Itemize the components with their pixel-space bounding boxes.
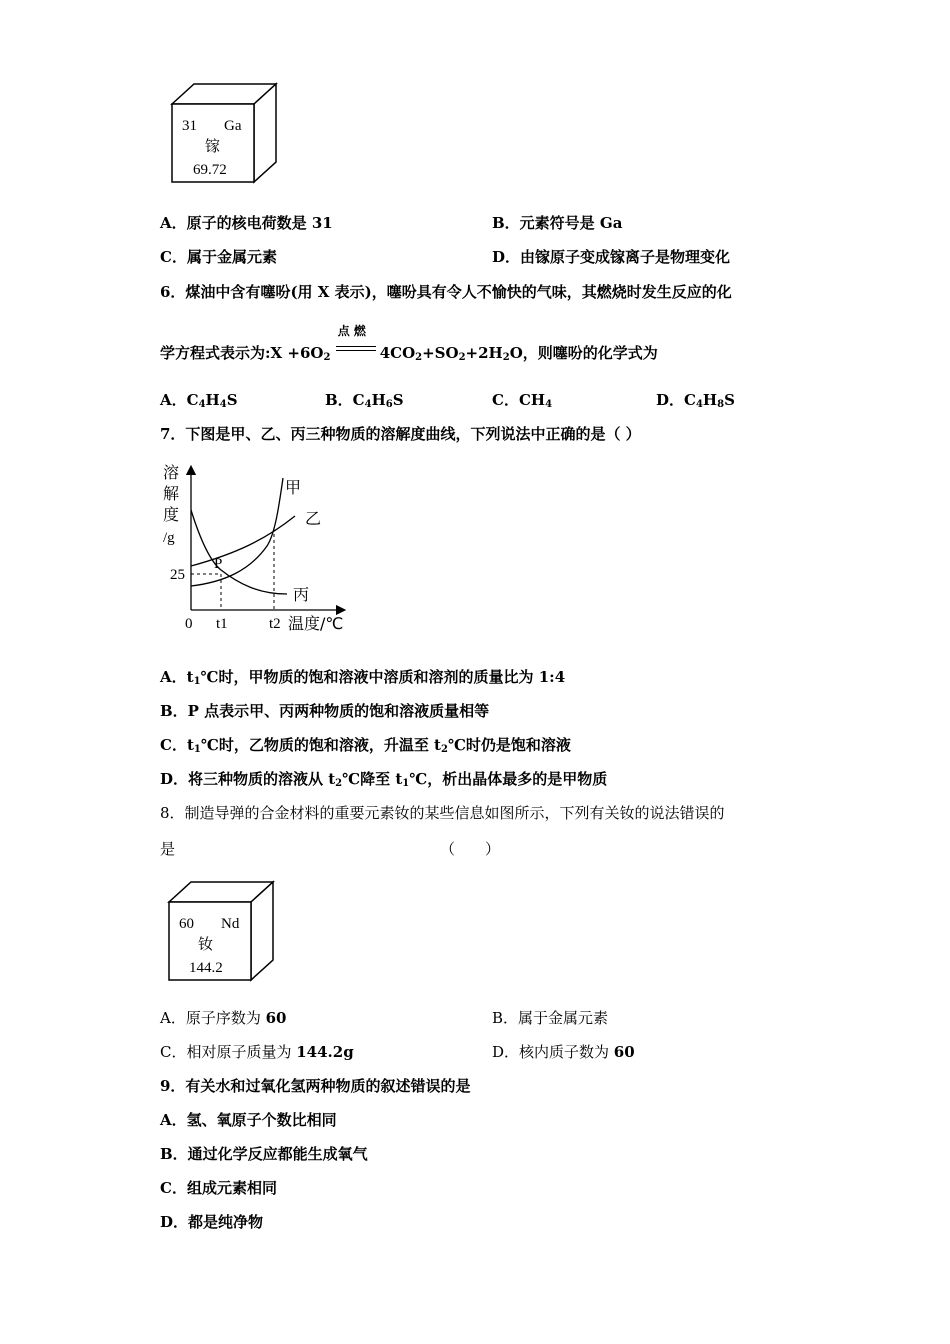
q8-answer-paren: （ ）: [440, 840, 501, 858]
q9-stem: 9．有关水和过氧化氢两种物质的叙述错误的是: [160, 1077, 471, 1095]
q6-stem-line1: 6．煤油中含有噻吩(用 X 表示)，噻吩具有令人不愉快的气味，其燃烧时发生反应的化: [160, 283, 732, 301]
q5-option-b[interactable]: B．元素符号是 Ga: [492, 214, 623, 232]
q6-b-s: S: [392, 391, 404, 409]
h2o-subscript: 2: [502, 352, 510, 363]
q7-a-sub: 1: [193, 676, 201, 687]
q8-stem-line1: 8．制造导弹的合金材料的重要元素钕的某些信息如图所示，下列有关钕的说法错误的: [160, 804, 725, 822]
curve-yi: [191, 516, 295, 566]
q5-option-d[interactable]: D．由镓原子变成镓离子是物理变化: [492, 248, 731, 266]
q7-a-pre: A．t: [160, 668, 194, 686]
ga-name: 镓: [205, 137, 221, 155]
q8-d-text: D．核内质子数为: [492, 1043, 614, 1061]
xtick-t2: t2: [269, 616, 281, 632]
q6-option-d[interactable]: [656, 389, 735, 410]
q6-a-label: A．C: [160, 391, 199, 409]
q6-stem-tail: O，则噻吩的化学式为: [509, 344, 658, 362]
solubility-chart: [155, 458, 355, 638]
q6-d-sub1: 4: [695, 399, 703, 410]
q6-c-sub1: 4: [545, 399, 553, 410]
q7-a-post: ℃时，甲物质的饱和溶液中溶质和溶剂的质量比为 1:4: [200, 668, 566, 686]
q9-option-b[interactable]: B．通过化学反应都能生成氧气: [160, 1145, 368, 1163]
legend-yi: 乙: [305, 509, 322, 528]
curve-bing: [191, 510, 287, 594]
co2-subscript: 2: [415, 352, 423, 363]
so2-text: +SO: [422, 344, 459, 362]
q7-d-post: ℃，析出晶体最多的是甲物质: [409, 770, 608, 788]
q9-option-c[interactable]: C．组成元素相同: [160, 1179, 277, 1197]
q6-d-sub2: 8: [717, 399, 725, 410]
h2o-text: +2H: [465, 344, 503, 362]
ylabel-char-4: /g: [163, 530, 175, 546]
co2-text: 4CO: [379, 344, 416, 362]
q7-option-d[interactable]: [160, 768, 607, 789]
q6-d-label: D．C: [656, 391, 696, 409]
q7-c-pre: C．t: [160, 736, 194, 754]
q8-c-value: 144.2g: [296, 1043, 354, 1061]
q9-option-a[interactable]: A．氢、氧原子个数比相同: [160, 1111, 337, 1129]
neodymium-element-box: [165, 878, 277, 988]
q7-option-b[interactable]: B．P 点表示甲、丙两种物质的饱和溶液质量相等: [160, 702, 490, 720]
ga-symbol: Ga: [224, 118, 242, 134]
q9-option-d[interactable]: D．都是纯净物: [160, 1213, 264, 1231]
ylabel-char-1: 溶: [163, 463, 180, 482]
point-p-label: P: [214, 556, 223, 572]
xtick-0: 0: [185, 616, 193, 632]
q6-d-h: H: [702, 391, 718, 409]
ylabel-char-3: 度: [163, 505, 180, 524]
q6-option-b[interactable]: [325, 389, 404, 410]
nd-atomic-number: 60: [179, 916, 194, 932]
legend-jia: 甲: [285, 478, 302, 497]
q7-c-sub2: 2: [440, 744, 448, 755]
q5-option-c[interactable]: C．属于金属元素: [160, 248, 277, 266]
q7-d-pre: D．将三种物质的溶液从 t: [160, 770, 336, 788]
legend-bing: 丙: [293, 585, 310, 604]
q6-b-h: H: [371, 391, 386, 409]
q7-d-mid: ℃降至 t: [342, 770, 403, 788]
o2-subscript: 2: [323, 352, 331, 363]
q7-d-sub: 2: [335, 778, 343, 789]
q8-a-value: 60: [265, 1009, 287, 1027]
ga-atomic-number: 31: [182, 118, 197, 134]
q7-option-a[interactable]: [160, 666, 565, 687]
nd-atomic-mass: 144.2: [189, 960, 223, 976]
q6-option-c[interactable]: [492, 389, 552, 410]
ylabel-char-2: 解: [163, 484, 180, 503]
reaction-condition: [336, 324, 380, 358]
q7-c-post: ℃时仍是饱和溶液: [447, 736, 571, 754]
xlabel: 温度/℃: [288, 614, 344, 633]
q8-c-text: C．相对原子质量为: [160, 1043, 297, 1061]
nd-name: 钕: [198, 935, 214, 953]
curve-jia: [191, 478, 283, 586]
gallium-element-box: [168, 80, 280, 190]
q7-stem: 7．下图是甲、乙、丙三种物质的溶解度曲线，下列说法中正确的是（ ）: [160, 425, 641, 443]
q8-option-c[interactable]: [160, 1041, 354, 1062]
q7-option-c[interactable]: [160, 734, 571, 755]
q8-d-value: 60: [613, 1043, 635, 1061]
q8-a-text: A．原子序数为: [160, 1009, 266, 1027]
q7-c-sub: 1: [193, 744, 201, 755]
q6-a-s: S: [226, 391, 238, 409]
q8-stem-line2: 是: [160, 840, 176, 858]
q7-c-mid: ℃时，乙物质的饱和溶液，升温至 t: [200, 736, 441, 754]
nd-symbol: Nd: [221, 916, 240, 932]
so2-subscript: 2: [458, 352, 466, 363]
q7-d-sub2: 1: [402, 778, 410, 789]
q6-a-h: H: [205, 391, 220, 409]
q6-stem-line2: [160, 324, 658, 363]
equals-line-bottom: [336, 350, 376, 351]
xtick-t1: t1: [216, 616, 228, 632]
q6-option-a[interactable]: [160, 389, 238, 410]
q8-option-d[interactable]: [492, 1041, 635, 1062]
q6-b-sub1: 4: [364, 399, 372, 410]
q6-reactants: 学方程式表示为:X +6O: [160, 344, 324, 362]
equals-line-top: [336, 346, 376, 347]
ignition-label: 点 燃: [337, 324, 366, 338]
ytick-25: 25: [170, 567, 185, 583]
q8-option-b[interactable]: B．属于金属元素: [492, 1009, 609, 1027]
q6-c-label: C．CH: [492, 391, 546, 409]
q6-b-label: B．C: [325, 391, 365, 409]
q6-a-sub2: 4: [219, 399, 227, 410]
q6-a-sub1: 4: [198, 399, 206, 410]
q5-option-a[interactable]: A．原子的核电荷数是 31: [160, 214, 333, 232]
q8-option-a[interactable]: [160, 1007, 286, 1028]
ga-atomic-mass: 69.72: [193, 162, 227, 178]
q6-d-s: S: [724, 391, 735, 409]
q6-b-sub2: 6: [385, 399, 393, 410]
